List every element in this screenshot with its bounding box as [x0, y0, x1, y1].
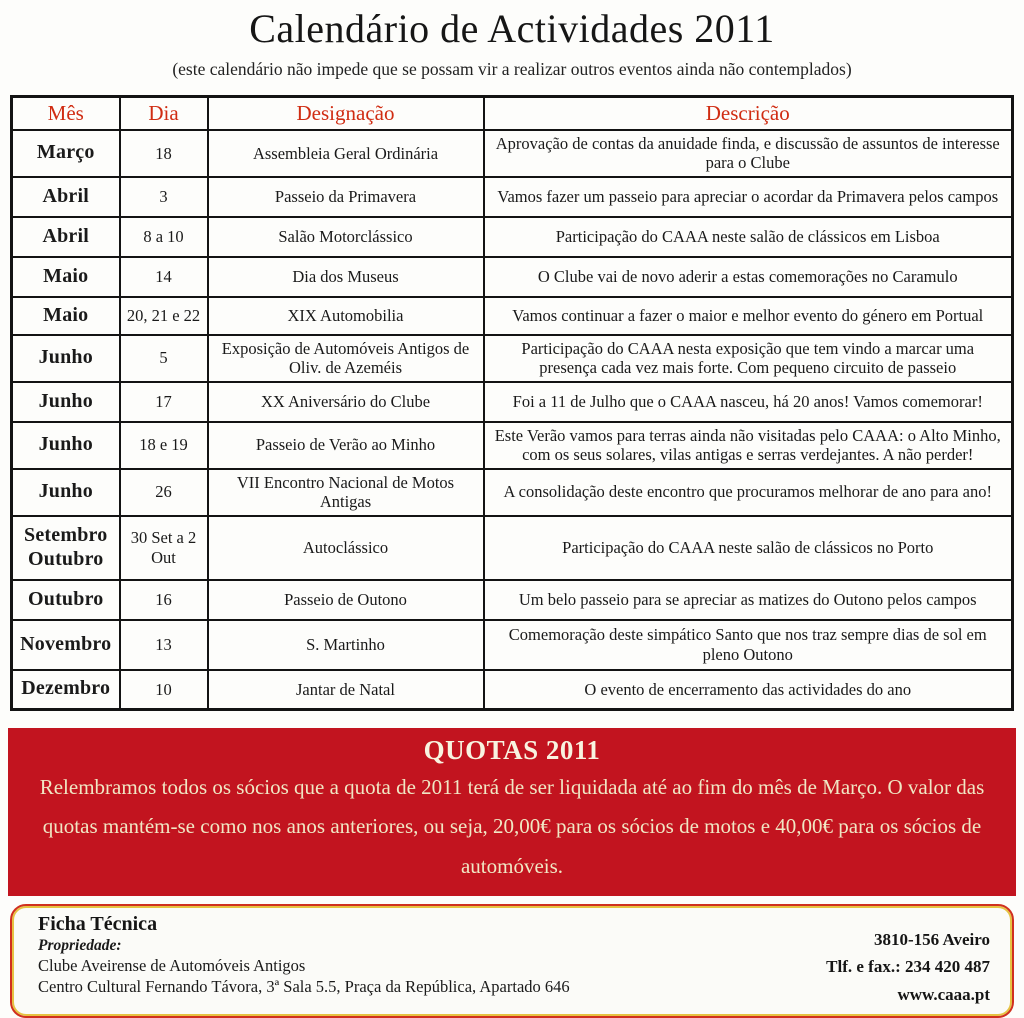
designation-cell: XX Aniversário do Clube: [208, 382, 484, 422]
footer-postal-code: 3810-156 Aveiro: [874, 929, 990, 949]
month-cell: Abril: [12, 217, 120, 257]
designation-cell: Salão Motorclássico: [208, 217, 484, 257]
designation-cell: Autoclássico: [208, 516, 484, 580]
description-cell: Participação do CAAA neste salão de clássicos em Lisboa: [484, 217, 1013, 257]
page-title: Calendário de Actividades 2011: [249, 6, 775, 51]
month-cell: Abril: [12, 177, 120, 217]
month-cell: Junho: [12, 335, 120, 382]
footer-card: [10, 904, 1014, 1018]
month-cell: Dezembro: [12, 670, 120, 710]
description-cell: O evento de encerramento das actividades do ano: [484, 670, 1013, 710]
description-cell: Este Verão vamos para terras ainda não visitadas pelo CAAA: o Alto Minho, com os seus solares, vilas antigas e serras verdejantes. A não perder!: [484, 422, 1013, 469]
day-cell: 20, 21 e 22: [120, 297, 208, 335]
day-cell: 14: [120, 257, 208, 297]
designation-cell: S. Martinho: [208, 620, 484, 670]
day-cell: 30 Set a 2 Out: [120, 516, 208, 580]
day-cell: 16: [120, 580, 208, 620]
designation-cell: Passeio de Outono: [208, 580, 484, 620]
designation-cell: Dia dos Museus: [208, 257, 484, 297]
footer-left-column: [38, 913, 826, 1009]
table-row: [12, 516, 1013, 580]
footer-right-column: [826, 913, 990, 1009]
description-cell: Foi a 11 de Julho que o CAAA nasceu, há 20 anos! Vamos comemorar!: [484, 382, 1013, 422]
footer-organization: Clube Aveirense de Automóveis Antigos: [38, 955, 306, 975]
designation-cell: XIX Automobilia: [208, 297, 484, 335]
month-cell: Outubro: [12, 580, 120, 620]
designation-cell: Assembleia Geral Ordinária: [208, 130, 484, 177]
column-header-dia: Dia: [120, 97, 208, 130]
quotas-banner: [8, 728, 1016, 896]
table-row: [12, 257, 1013, 297]
table-row: [12, 620, 1013, 670]
day-cell: 8 a 10: [120, 217, 208, 257]
description-cell: Aprovação de contas da anuidade finda, e discussão de assuntos de interesse para o Clube: [484, 130, 1013, 177]
footer-propriedade-label: Propriedade:: [38, 936, 122, 954]
month-cell: Maio: [12, 257, 120, 297]
day-cell: 13: [120, 620, 208, 670]
designation-cell: Passeio da Primavera: [208, 177, 484, 217]
description-cell: Participação do CAAA neste salão de clássicos no Porto: [484, 516, 1013, 580]
table-row: [12, 130, 1013, 177]
table-row: [12, 580, 1013, 620]
table-row: [12, 422, 1013, 469]
table-row: [12, 335, 1013, 382]
quotas-title: QUOTAS 2011: [423, 735, 601, 766]
table-header-row: [12, 97, 1013, 130]
description-cell: Vamos continuar a fazer o maior e melhor evento do género em Portual: [484, 297, 1013, 335]
day-cell: 17: [120, 382, 208, 422]
month-cell: Novembro: [12, 620, 120, 670]
month-cell: Junho: [12, 422, 120, 469]
table-row: [12, 469, 1013, 516]
day-cell: 5: [120, 335, 208, 382]
footer-heading: Ficha Técnica: [38, 912, 158, 935]
table-row: [12, 217, 1013, 257]
designation-cell: Jantar de Natal: [208, 670, 484, 710]
month-cell: Setembro Outubro: [12, 516, 120, 580]
footer-address: Centro Cultural Fernando Távora, 3ª Sala 5.5, Praça da República, Apartado 646: [38, 976, 570, 996]
description-cell: Vamos fazer um passeio para apreciar o acordar da Primavera pelos campos: [484, 177, 1013, 217]
day-cell: 18: [120, 130, 208, 177]
table-row: [12, 382, 1013, 422]
table-row: [12, 297, 1013, 335]
quotas-body: Relembramos todos os sócios que a quota de 2011 terá de ser liquidada até ao fim do mês de Março. O valor das quotas mantém-se como nos anos anteriores, ou seja, 20,00€ para os sócios de motos e 40,00€ para os sócios de automóveis.: [39, 775, 985, 878]
description-cell: Participação do CAAA nesta exposição que tem vindo a marcar uma presença cada vez mais forte. Com pequeno circuito de passeio: [484, 335, 1013, 382]
table-row: [12, 670, 1013, 710]
designation-cell: Passeio de Verão ao Minho: [208, 422, 484, 469]
description-cell: Um belo passeio para se apreciar as matizes do Outono pelos campos: [484, 580, 1013, 620]
activities-table: [10, 95, 1014, 711]
day-cell: 18 e 19: [120, 422, 208, 469]
month-cell: Junho: [12, 469, 120, 516]
month-cell: Maio: [12, 297, 120, 335]
designation-cell: VII Encontro Nacional de Motos Antigas: [208, 469, 484, 516]
day-cell: 3: [120, 177, 208, 217]
designation-cell: Exposição de Automóveis Antigos de Oliv. de Azeméis: [208, 335, 484, 382]
column-header-designacao: Designação: [208, 97, 484, 130]
footer-phone: Tlf. e fax.: 234 420 487: [826, 957, 990, 977]
description-cell: A consolidação deste encontro que procuramos melhorar de ano para ano!: [484, 469, 1013, 516]
day-cell: 26: [120, 469, 208, 516]
description-cell: O Clube vai de novo aderir a estas comemorações no Caramulo: [484, 257, 1013, 297]
month-cell: Março: [12, 130, 120, 177]
footer-website: www.caaa.pt: [897, 984, 990, 1004]
month-cell: Junho: [12, 382, 120, 422]
table-row: [12, 177, 1013, 217]
column-header-descricao: Descrição: [484, 97, 1013, 130]
column-header-mes: Mês: [12, 97, 120, 130]
day-cell: 10: [120, 670, 208, 710]
page-subtitle: (este calendário não impede que se possam vir a realizar outros eventos ainda não contemplados): [172, 59, 852, 79]
description-cell: Comemoração deste simpático Santo que nos traz sempre dias de sol em pleno Outono: [484, 620, 1013, 670]
